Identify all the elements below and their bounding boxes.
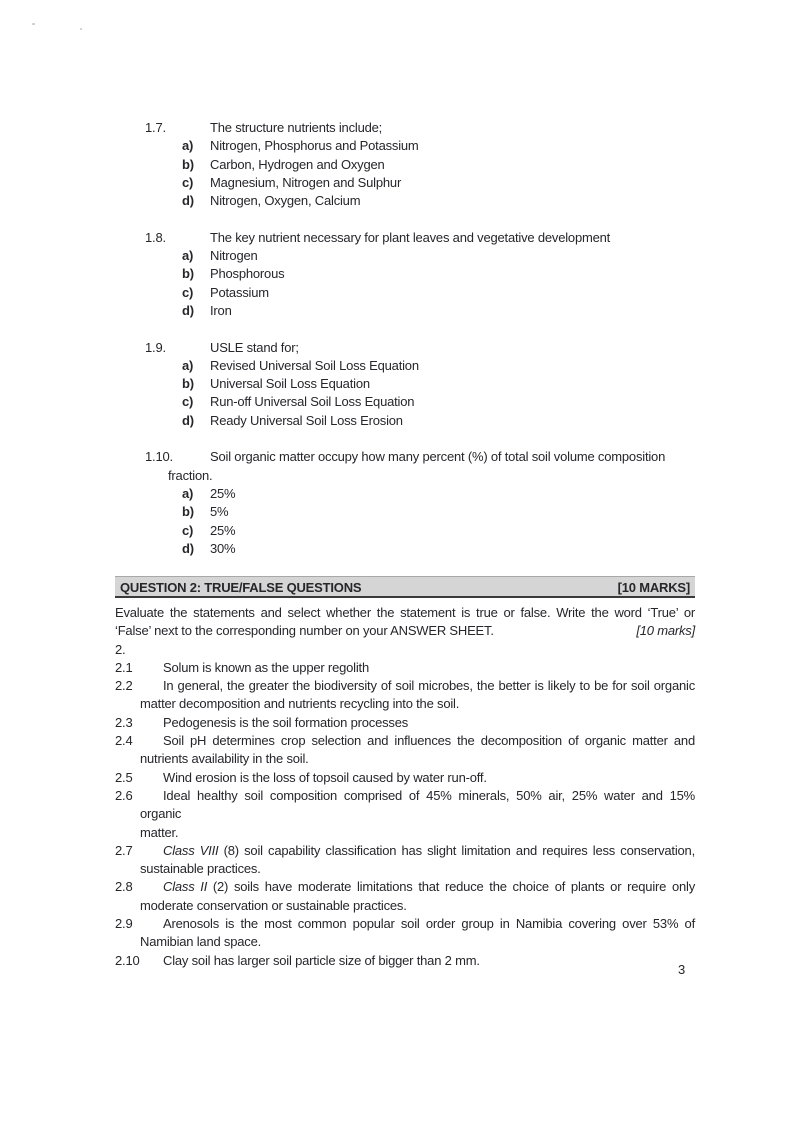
statement-line: In general, the greater the biodiversity of soil microbes, the better is likely to be for soil organic [163,678,695,694]
statement-number: 2.9 [115,916,133,932]
mcq-option-letter: d) [182,193,194,209]
mcq-question [115,229,695,320]
statement-row [115,677,695,714]
mcq-option-letter: b) [182,376,194,392]
mcq-question-line: fraction. [168,467,213,483]
mcq-option [115,412,695,430]
statement-number: 2.7 [115,842,133,858]
mcq-section [115,119,695,576]
mcq-question-row [115,229,695,247]
mcq-option-letter: c) [182,394,194,410]
statement-number: 2.4 [115,733,133,749]
mcq-option [115,540,695,558]
mcq-option-text: 5% [210,504,229,520]
mcq-question-line: Soil organic matter occupy how many percent (%) of total soil volume composition [210,449,666,465]
statement-line: Ideal healthy soil composition comprised of 45% minerals, 50% air, 25% water and 15% organic [140,787,695,822]
statement-number: 2.3 [115,714,133,730]
mcq-option [115,247,695,265]
mcq-option-letter: b) [182,266,194,282]
question2-list-number: 2. [115,641,126,657]
scan-speck [80,28,82,30]
mcq-option [115,393,695,411]
mcq-option-letter: d) [182,540,194,556]
statement-number: 2.2 [115,678,133,694]
statement-line: Namibian land space. [140,934,262,950]
mcq-option-text: Iron [210,302,232,318]
mcq-option-text: 25% [210,485,236,501]
statement-line: nutrients availability in the soil. [140,751,309,767]
mcq-question-text [168,339,695,357]
mcq-option-text: Nitrogen, Phosphorus and Potassium [210,138,419,154]
mcq-option [115,357,695,375]
mcq-option [115,137,695,155]
mcq-question-text [168,448,695,485]
mcq-option-letter: a) [182,357,194,373]
mcq-option-text: Run-off Universal Soil Loss Equation [210,394,415,410]
mcq-option-letter: c) [182,522,194,538]
mcq-question-number: 1.9. [145,339,166,355]
mcq-question [115,339,695,430]
statement-number: 2.10 [115,952,140,968]
mcq-option-text: 25% [210,522,236,538]
statement-line: sustainable practices. [140,861,261,877]
mcq-option-letter: d) [182,302,194,318]
statement-number: 2.8 [115,879,133,895]
mcq-option-letter: c) [182,284,194,300]
question2-header-bar [115,576,695,598]
statement-line: Class VIII (8) soil capability classification has slight limitation and requires less conservation, [163,842,696,858]
statement-line: moderate conservation or sustainable practices. [140,897,407,913]
mcq-option-text: Revised Universal Soil Loss Equation [210,357,419,373]
statement-row [115,878,695,915]
instructions-line: ‘False’ next to the corresponding number on your ANSWER SHEET. [115,623,494,639]
statement-number: 2.1 [115,659,133,675]
mcq-question-number: 1.7. [145,120,166,135]
scan-speck [32,23,35,25]
statement-line: Arenosols is the most common popular soil order group in Namibia covering over 53% of [163,916,695,932]
mcq-option-text: Nitrogen [210,248,258,264]
statement-line: Soil pH determines crop selection and influences the decomposition of organic matter and [163,733,695,749]
statement-row [115,952,695,970]
question2-section [115,576,695,970]
mcq-question-row [115,448,695,485]
mcq-option [115,156,695,174]
statement-number: 2.5 [115,769,133,785]
statements-list [115,659,695,970]
statement-line: Class II (2) soils have moderate limitations that reduce the choice of plants or require only [163,879,695,895]
statement-row [115,714,695,732]
statement-line: Wind erosion is the loss of topsoil caused by water run-off. [163,769,487,785]
page-number: 3 [678,962,686,977]
mcq-option [115,174,695,192]
statement-row [115,787,695,842]
statement-line: matter decomposition and nutrients recycling into the soil. [140,696,460,712]
mcq-option [115,265,695,283]
statement-line: Clay soil has larger soil particle size of bigger than 2 mm. [163,952,480,968]
mcq-question-line: The key nutrient necessary for plant leaves and vegetative development [210,229,611,245]
statement-row [115,915,695,952]
question2-title: QUESTION 2: TRUE/FALSE QUESTIONS [120,580,362,595]
mcq-option-letter: a) [182,248,194,264]
statement-line: matter. [140,824,179,840]
mcq-option-text: Potassium [210,284,269,300]
statement-row [115,842,695,879]
mcq-option-text: 30% [210,540,236,556]
mcq-option-letter: b) [182,156,194,172]
statement-line: Pedogenesis is the soil formation processes [163,714,409,730]
instructions-line: Evaluate the statements and select whether the statement is true or false. Write the word ‘True’ or [115,605,695,620]
mcq-option-text: Phosphorous [210,266,285,282]
mcq-option [115,375,695,393]
mcq-option-letter: a) [182,138,194,154]
mcq-option [115,192,695,210]
mcq-option-text: Nitrogen, Oxygen, Calcium [210,193,361,209]
mcq-question [115,119,695,210]
instructions-marks-note: [10 marks] [636,623,695,639]
statement-line: Solum is known as the upper regolith [163,659,369,675]
statement-row [115,769,695,787]
mcq-question-number: 1.10. [145,449,173,465]
mcq-option-letter: a) [182,485,194,501]
mcq-question-text [168,119,695,137]
mcq-option-letter: b) [182,504,194,520]
mcq-question-number: 1.8. [145,229,166,245]
mcq-question [115,448,695,558]
mcq-option [115,503,695,521]
mcq-option-text: Carbon, Hydrogen and Oxygen [210,156,385,172]
mcq-question-row [115,339,695,357]
question2-marks: [10 MARKS] [617,580,690,595]
mcq-option-text: Magnesium, Nitrogen and Sulphur [210,174,402,190]
mcq-option [115,485,695,503]
statement-number: 2.6 [115,787,133,803]
statement-row [115,659,695,677]
mcq-option [115,284,695,302]
mcq-option [115,522,695,540]
mcq-question-row [115,119,695,137]
mcq-option [115,302,695,320]
mcq-option-letter: d) [182,412,194,428]
instructions-text [115,604,695,641]
mcq-option-letter: c) [182,174,194,190]
mcq-option-text: Universal Soil Loss Equation [210,376,370,392]
instructions [115,604,695,641]
statement-row [115,732,695,769]
mcq-option-text: Ready Universal Soil Loss Erosion [210,412,403,428]
mcq-question-line: The structure nutrients include; [210,120,383,135]
mcq-question-line: USLE stand for; [210,339,299,355]
mcq-question-text [168,229,695,247]
